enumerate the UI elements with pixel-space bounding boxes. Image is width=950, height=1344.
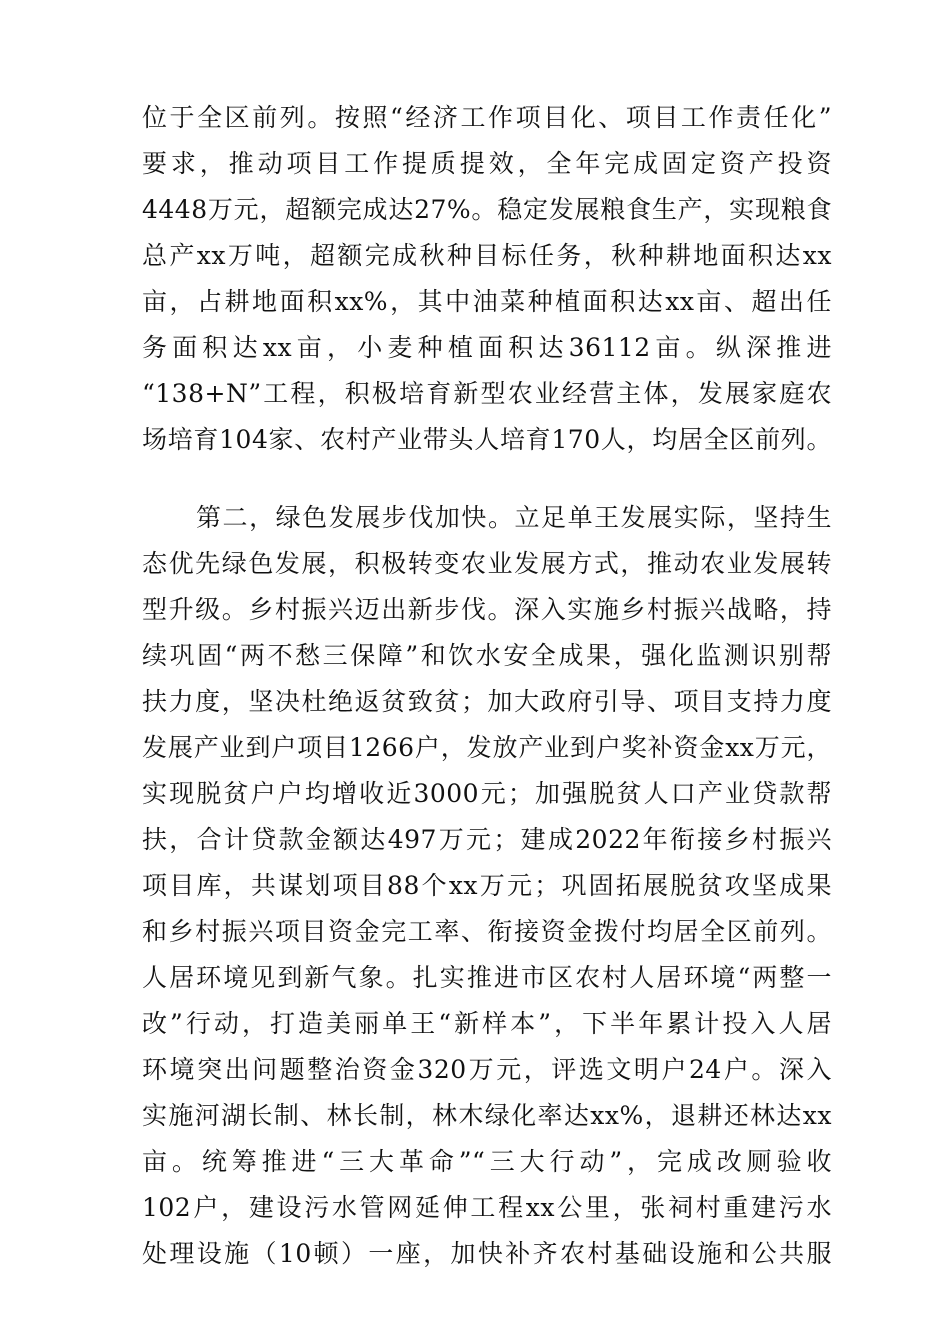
text-line: 总产xx万吨，超额完成秋种目标任务，秋种耕地面积达xx <box>142 241 832 270</box>
text-line: 处理设施（10顿）一座，加快补齐农村基础设施和公共服 <box>142 1239 832 1268</box>
text-line: 型升级。乡村振兴迈出新步伐。深入实施乡村振兴战略，持 <box>142 595 832 624</box>
text-line: 务面积达xx亩，小麦种植面积达36112亩。纵深推进 <box>142 333 832 362</box>
text-line: 续巩固“两不愁三保障”和饮水安全成果，强化监测识别帮 <box>142 641 832 670</box>
text-line: 和乡村振兴项目资金完工率、衔接资金拨付均居全区前列。 <box>142 917 832 946</box>
text-line: 位于全区前列。按照“经济工作项目化、项目工作责任化” <box>142 103 832 132</box>
text-line: 发展产业到户项目1266户，发放产业到户奖补资金xx万元， <box>142 733 832 762</box>
text-line: 场培育104家、农村产业带头人培育170人，均居全区前列。 <box>142 425 832 454</box>
text-line: 实施河湖长制、林长制，林木绿化率达xx%，退耕还林达xx <box>142 1101 832 1130</box>
text-line: 要求，推动项目工作提质提效，全年完成固定资产投资 <box>142 149 832 178</box>
text-line: 4448万元，超额完成达27%。稳定发展粮食生产，实现粮食 <box>142 195 832 224</box>
text-line: 亩，占耕地面积xx%，其中油菜种植面积达xx亩、超出任 <box>142 287 832 316</box>
text-line: 人居环境见到新气象。扎实推进市区农村人居环境“两整一 <box>142 963 832 992</box>
text-line: 项目库，共谋划项目88个xx万元；巩固拓展脱贫攻坚成果 <box>142 871 832 900</box>
text-line: 环境突出问题整治资金320万元，评选文明户24户。深入 <box>142 1055 832 1084</box>
text-line: “138+N”工程，积极培育新型农业经营主体，发展家庭农 <box>142 379 832 408</box>
text-line: 亩。统筹推进“三大革命”“三大行动”，完成改厕验收 <box>142 1147 832 1176</box>
text-line: 扶力度，坚决杜绝返贫致贫；加大政府引导、项目支持力度 <box>142 687 832 716</box>
text-line: 扶，合计贷款金额达497万元；建成2022年衔接乡村振兴 <box>142 825 832 854</box>
text-line: 改”行动，打造美丽单王“新样本”，下半年累计投入人居 <box>142 1009 832 1038</box>
text-line: 102户，建设污水管网延伸工程xx公里，张祠村重建污水 <box>142 1193 832 1222</box>
text-line: 实现脱贫户户均增收近3000元；加强脱贫人口产业贷款帮 <box>142 779 832 808</box>
text-line: 态优先绿色发展，积极转变农业发展方式，推动农业发展转 <box>142 549 832 578</box>
text-line: 第二，绿色发展步伐加快。立足单王发展实际，坚持生 <box>196 503 832 532</box>
